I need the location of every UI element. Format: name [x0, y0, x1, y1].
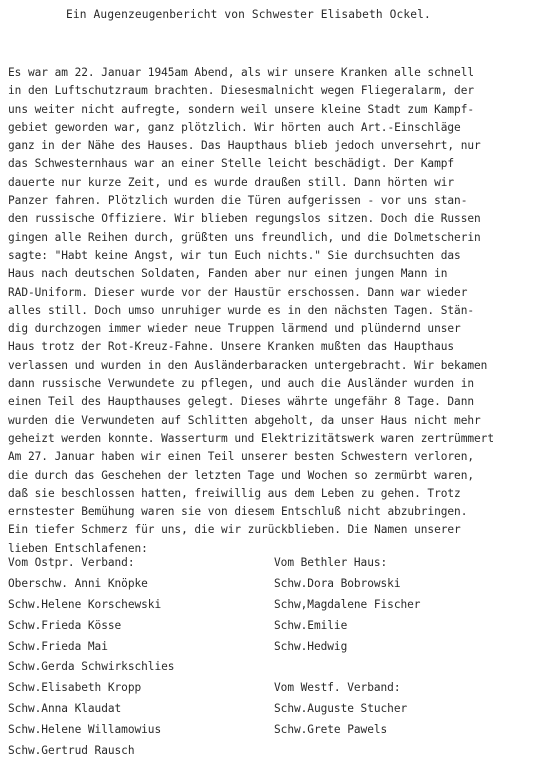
body-line: uns weiter nicht aufregte, sondern weil unsere kleine Stadt zum Kampf-	[8, 102, 475, 116]
body-line: in den Luftschutzraum brachten. Diesesmalnicht wegen Fliegeralarm, der	[8, 84, 475, 98]
body-line: dig durchzogen immer wieder neue Truppen lärmend und plündernd unser	[8, 322, 461, 336]
body-line: wurden die Verwundeten auf Schlitten abgeholt, da unser Haus nicht mehr	[8, 413, 481, 427]
list-item: Schw.Anna Klaudat	[8, 702, 122, 716]
report-body	[8, 64, 548, 558]
list-item: Schw.Helene Willamowius	[8, 723, 162, 737]
list-heading: Vom Westf. Verband:	[274, 681, 401, 695]
body-line: Es war am 22. Januar 1945am Abend, als wir unsere Kranken alle schnell	[8, 66, 475, 79]
body-line: geheizt werden konnte. Wasserturm und Elektrizitätswerk waren zertrümmert	[8, 431, 494, 445]
ostpr-verband-list	[8, 553, 174, 762]
body-line: alles still. Doch umso unruhiger wurde es in den nächsten Tagen. Stän-	[8, 303, 475, 317]
body-line: gingen alle Reihen durch, grüßten uns freundlich, und die Dolmetscherin	[8, 230, 481, 244]
body-line: Haus nach deutschen Soldaten, Fanden aber nur einen jungen Mann in	[8, 267, 448, 281]
list-item: Schw.Gertrud Rausch	[8, 744, 135, 758]
document-title: Ein Augenzeugenbericht von Schwester Elisabeth Ockel.	[66, 8, 431, 21]
list-item: Schw.Emilie	[274, 618, 348, 632]
body-line: Am 27. Januar haben wir einen Teil unserer besten Schwestern verloren,	[8, 450, 475, 464]
body-line: Panzer fahren. Plötzlich wurden die Türen aufgerissen - vor uns stan-	[8, 194, 468, 208]
list-item: Schw,Magdalene Fischer	[274, 597, 421, 611]
list-item: Schw.Grete Pawels	[274, 723, 388, 737]
body-line: einen Teil des Haupthauses gelegt. Dieses währte ungefähr 8 Tage. Dann	[8, 395, 475, 409]
list-item: Schw.Frieda Mai	[8, 639, 108, 653]
list-spacer	[274, 657, 420, 678]
body-line: dauerte nur kurze Zeit, und es wurde draußen still. Dann hörten wir	[8, 175, 455, 189]
list-item: Schw.Hedwig	[274, 639, 348, 653]
list-item: Schw.Helene Korschewski	[8, 597, 162, 611]
list-heading: Vom Ostpr. Verband:	[8, 556, 135, 569]
list-item: Schw.Dora Bobrowski	[274, 576, 401, 590]
body-line: dann russische Verwundete zu pflegen, und auch die Ausländer wurden in	[8, 377, 475, 391]
right-name-lists	[274, 553, 420, 741]
body-line: lieben Entschlafenen:	[8, 541, 148, 555]
body-line: die durch das Geschehen der letzten Tage und Wochen so zermürbt waren,	[8, 468, 475, 482]
bethler-haus-list	[274, 553, 420, 657]
body-line: RAD-Uniform. Dieser wurde vor der Haustür erschossen. Dann war wieder	[8, 285, 468, 299]
list-item: Schw.Elisabeth Kropp	[8, 681, 142, 695]
body-line: ernstester Bemühung waren sie von diesem Entschluß nicht abzubringen.	[8, 505, 468, 519]
list-item: Oberschw. Anni Knöpke	[8, 576, 148, 590]
body-line: sagte: "Habt keine Angst, wir tun Euch nichts." Sie durchsuchten das	[8, 248, 461, 262]
body-line: das Schwesternhaus war an einer Stelle leicht beschädigt. Der Kampf	[8, 157, 455, 171]
list-heading: Vom Bethler Haus:	[274, 556, 388, 569]
body-line: Haus trotz der Rot-Kreuz-Fahne. Unsere Kranken mußten das Haupthaus	[8, 340, 455, 354]
list-item: Schw.Auguste Stucher	[274, 702, 408, 716]
body-line: den russische Offiziere. Wir blieben regungslos sitzen. Doch die Russen	[8, 212, 481, 226]
body-line: gebiet geworden war, ganz plötzlich. Wir hörten auch Art.-Einschläge	[8, 120, 461, 134]
name-lists	[8, 553, 548, 758]
list-item: Schw.Frieda Kösse	[8, 618, 122, 632]
body-line: daß sie beschlossen hatten, freiwillig aus dem Leben zu gehen. Trotz	[8, 486, 461, 500]
body-line: ganz in der Nähe des Hauses. Das Haupthaus blieb jedoch unversehrt, nur	[8, 139, 481, 153]
list-item: Schw.Gerda Schwirkschlies	[8, 660, 175, 674]
westf-verband-list	[274, 678, 420, 741]
body-line: Ein tiefer Schmerz für uns, die wir zurückblieben. Die Namen unserer	[8, 523, 461, 537]
body-line: verlassen und wurden in den Ausländerbaracken untergebracht. Wir bekamen	[8, 358, 488, 372]
